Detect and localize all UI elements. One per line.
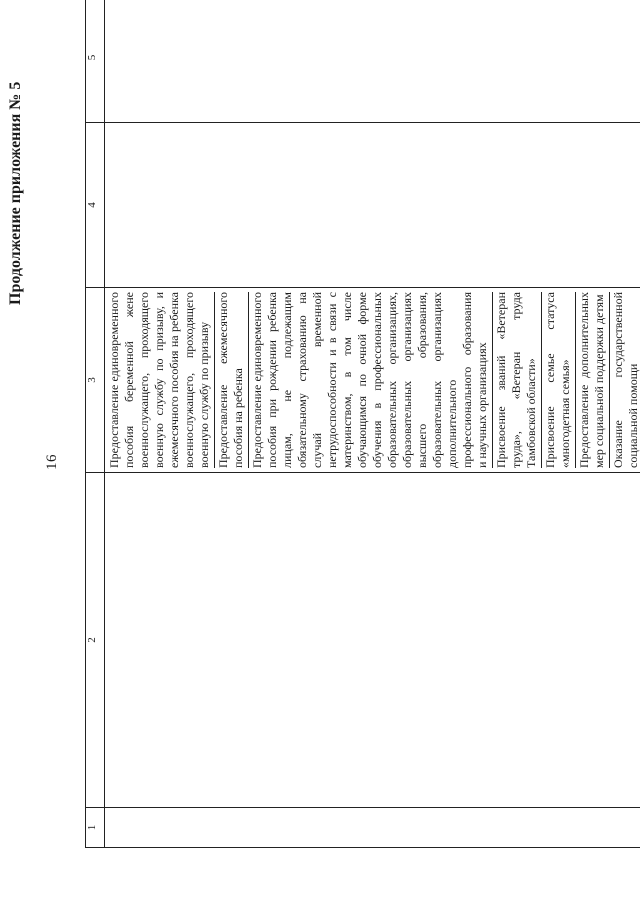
service-item: Предоставление ежемесячного пособия на ребенка: [215, 292, 249, 468]
service-item: Предоставление единовременного пособия при рождении ребенка лицам, не подлежащим обязательному страхованию на случай временной нетрудоспособности и в связи с материнством, в том числе обучающимся по очной форме обучения в профессиональных образовательных организациях, образовательных организациях высшего образования, образовательных организациях дополнительного профессионального образования и научных организациях: [249, 292, 493, 468]
continuation-title: Продолжение приложения № 5: [7, 81, 24, 305]
service-item: Присвоение семье статуса «многодетная семья»: [542, 292, 576, 468]
header-cell-1: 1: [86, 808, 105, 848]
appendix-table-wrapper: [85, 0, 640, 848]
header-cell-2: 2: [86, 473, 105, 808]
header-row: [86, 0, 105, 848]
column-1-cell: [105, 808, 640, 848]
column-5-cell: [105, 0, 640, 123]
header-cell-4: 4: [86, 123, 105, 288]
column-4-cell: [105, 123, 640, 288]
column-2-cell: [105, 473, 640, 808]
header-cell-5: 5: [86, 0, 105, 123]
header-cell-3: 3: [86, 288, 105, 473]
service-item: Присвоение званий «Ветеран труда», «Ветеран труда Тамбовской области»: [493, 292, 542, 468]
service-item: Оказание государственной социальной помощи: [611, 292, 640, 468]
service-item: Предоставление дополнительных мер социальной поддержки детям: [576, 292, 610, 468]
page-number: 16: [44, 454, 60, 470]
table-row: [105, 0, 640, 848]
services-cell: [105, 288, 640, 473]
appendix-table: [85, 0, 640, 848]
service-item: Предоставление единовременного пособия беременной жене военнослужащего, проходящего военную службу по призыву, и ежемесячного пособия на ребенка военнослужащего, проходящего военную службу по призыву: [106, 292, 215, 468]
